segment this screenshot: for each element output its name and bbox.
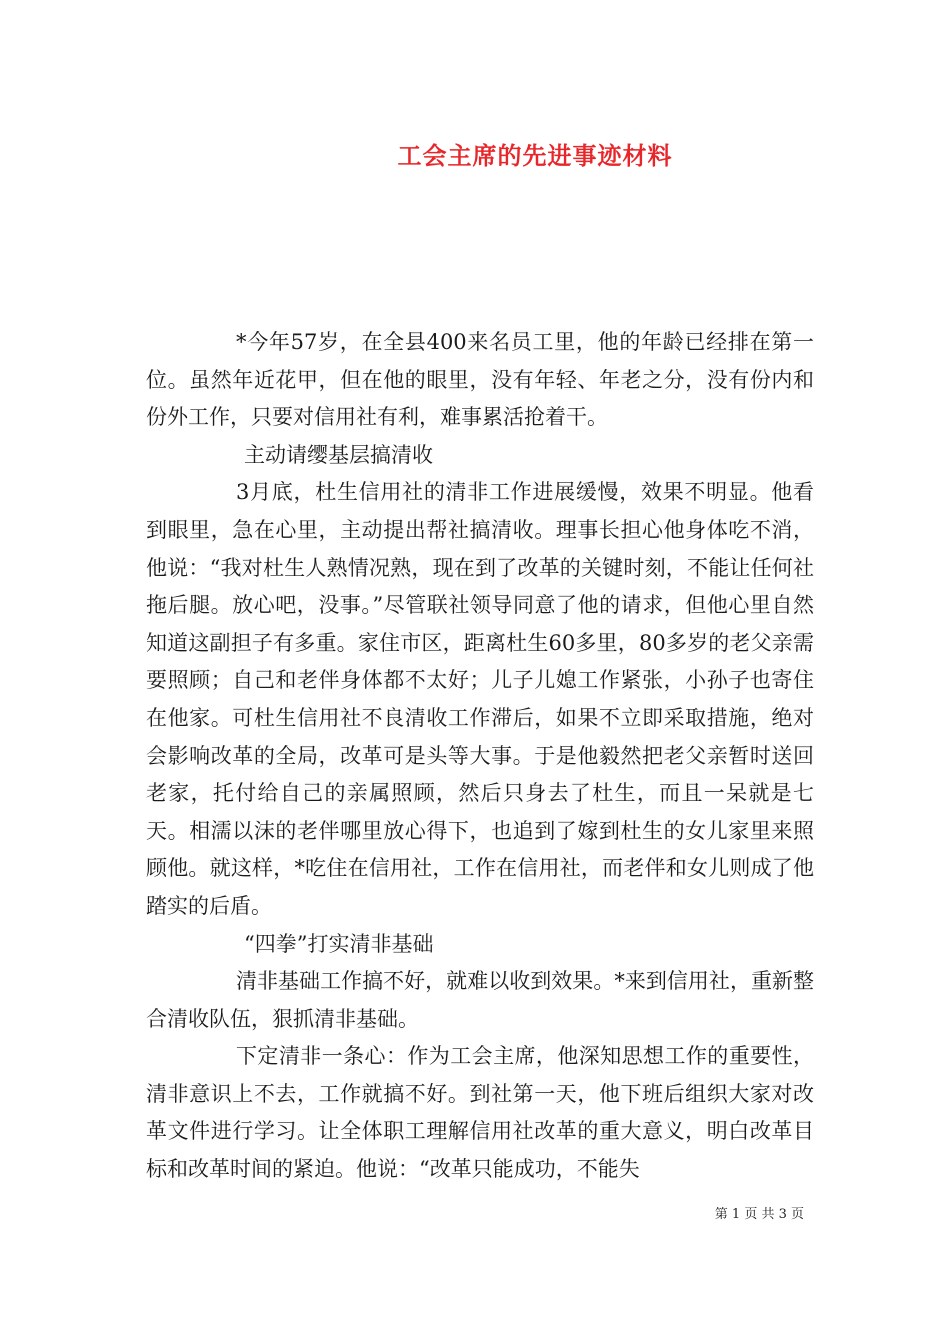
page-number-footer: 第 1 页 共 3 页 [714, 1207, 804, 1222]
paragraph-intro: *今年57岁，在全县400来名员工里，他的年龄已经排在第一位。虽然年近花甲，但在他的眼里，没有年轻、年老之分，没有份内和份外工作，只要对信用社有利，难事累活抢着干。 [146, 330, 814, 430]
paragraph-section-2: 清非基础工作搞不好，就难以收到效果。*来到信用社，重新整合清收队伍，狠抓清非基础。 [146, 969, 814, 1031]
section-heading-2: “四拳”打实清非基础 [244, 931, 434, 956]
paragraph-section-2-point-1: 下定清非一条心：作为工会主席，他深知思想工作的重要性，清非意识上不去，工作就搞不好。到社第一天，他下班后组织大家对改革文件进行学习。让全体职工理解信用社改革的重大意义，明白改革目标和改革时间的紧迫。他说：“改革只能成功，不能失 [146, 1044, 814, 1182]
paragraph-section-1: 3月底，杜生信用社的清非工作进展缓慢，效果不明显。他看到眼里，急在心里，主动提出帮社搞清收。理事长担心他身体吃不消，他说：“我对杜生人熟情况熟，现在到了改革的关键时刻，不能让任何社拖后腿。放心吧，没事。”尽管联社领导同意了他的请求，但他心里自然知道这副担子有多重。家住市区，距离杜生60多里，80多岁的老父亲需要照顾；自己和老伴身体都不太好；儿子儿媳工作紧张，小孙子也寄住在他家。可杜生信用社不良清收工作滞后，如果不立即采取措施，绝对会影响改革的全局，改革可是头等大事。于是他毅然把老父亲暂时送回老家，托付给自己的亲属照顾，然后只身去了杜生，而且一呆就是七天。相濡以沫的老伴哪里放心得下，也追到了嫁到杜生的女儿家里来照顾他。就这样，*吃住在信用社，工作在信用社，而老伴和女儿则成了他踏实的后盾。 [146, 480, 814, 918]
document-body [146, 324, 814, 1189]
document-title: 工会主席的先进事迹材料 [397, 142, 673, 170]
section-heading-1: 主动请缨基层搞清收 [244, 442, 433, 467]
